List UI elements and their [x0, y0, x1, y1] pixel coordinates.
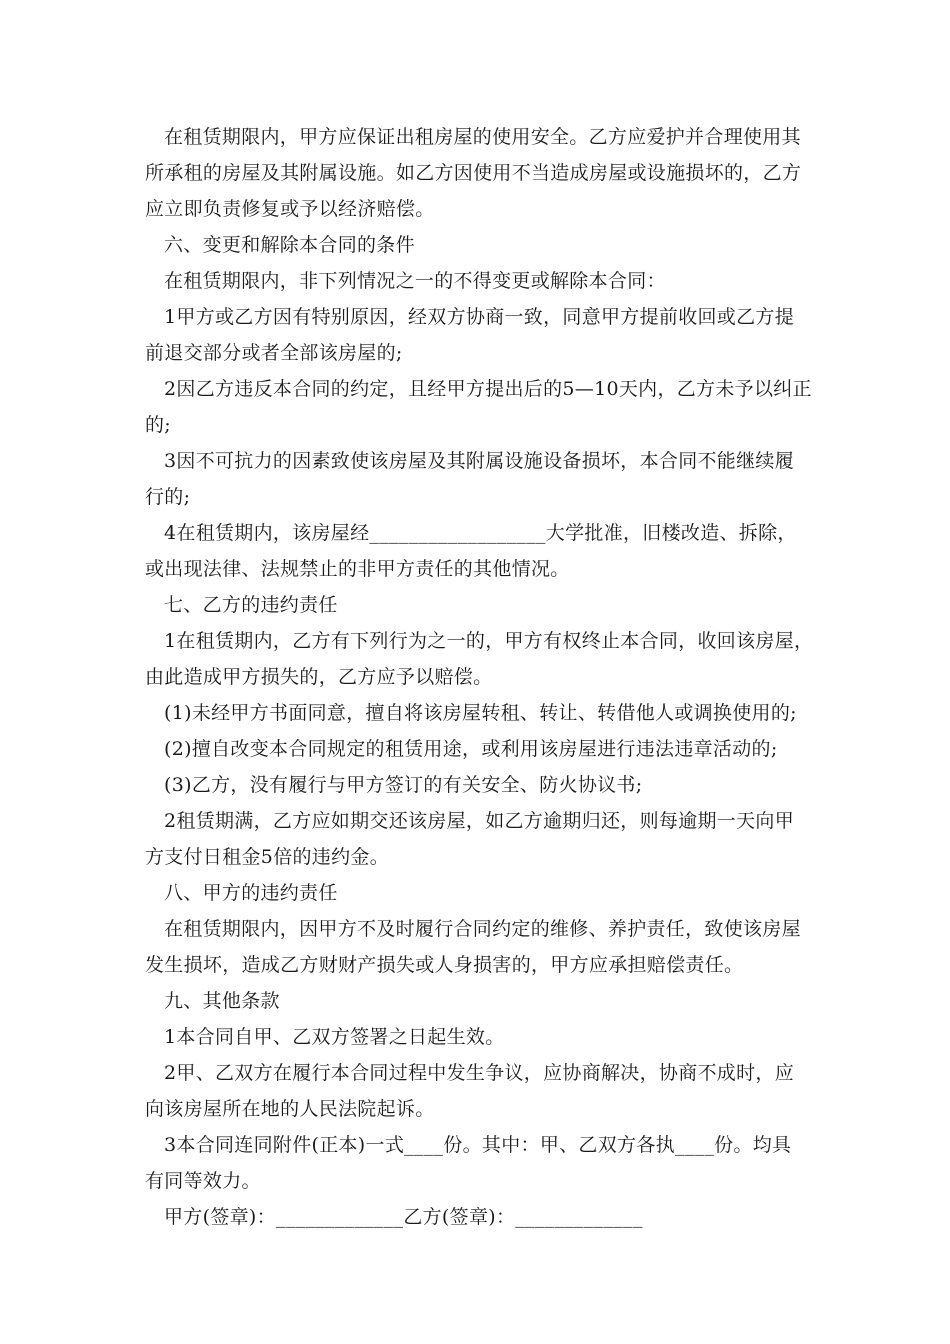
- paragraph-line: 1本合同自甲、乙双方签署之日起生效。: [164, 1026, 505, 1048]
- section-heading: 九、其他条款: [164, 990, 280, 1012]
- paragraph-line: 1在租赁期内，乙方有下列行为之一的，甲方有权终止本合同，收回该房屋，: [164, 630, 814, 652]
- paragraph-line: 向该房屋所在地的人民法院起诉。: [145, 1098, 435, 1120]
- paragraph-line: 发生损坏，造成乙方财财产损失或人身损害的，甲方应承担赔偿责任。: [145, 954, 744, 976]
- paragraph-line: 3因不可抗力的因素致使该房屋及其附属设施设备损坏，本合同不能继续履: [164, 450, 794, 472]
- paragraph-line: 所承租的房屋及其附属设施。如乙方因使用不当造成房屋或设施损坏的，乙方: [145, 162, 802, 184]
- paragraph-line: 应立即负责修复或予以经济赔偿。: [145, 198, 435, 220]
- paragraph-line: 2租赁期满，乙方应如期交还该房屋，如乙方逾期归还，则每逾期一天向甲: [164, 810, 794, 832]
- paragraph-line: 有同等效力。: [145, 1170, 261, 1192]
- paragraph-line: 在租赁期限内，因甲方不及时履行合同约定的维修、养护责任，致使该房屋: [164, 918, 801, 940]
- paragraph-line: 或出现法律、法规禁止的非甲方责任的其他情况。: [145, 558, 570, 580]
- paragraph-line: 前退交部分或者全部该房屋的;: [145, 342, 403, 364]
- paragraph-line: 1甲方或乙方因有特别原因，经双方协商一致，同意甲方提前收回或乙方提: [164, 306, 794, 328]
- paragraph-line: 行的;: [145, 486, 191, 508]
- paragraph-line: 3本合同连同附件(正本)一式____份。其中：甲、乙双方各执____份。均具: [164, 1134, 792, 1156]
- paragraph-line: (3)乙方，没有履行与甲方签订的有关安全、防火协议书;: [164, 774, 643, 796]
- paragraph-line: 在租赁期限内，甲方应保证出租房屋的使用安全。乙方应爱护并合理使用其: [164, 126, 801, 148]
- paragraph-line: (2)擅自改变本合同规定的租赁用途，或利用该房屋进行违法违章活动的;: [164, 738, 778, 760]
- paragraph-line: 在租赁期限内，非下列情况之一的不得变更或解除本合同：: [164, 270, 666, 292]
- paragraph-line: 由此造成甲方损失的，乙方应予以赔偿。: [145, 666, 493, 688]
- paragraph-line: 2甲、乙双方在履行本合同过程中发生争议，应协商解决，协商不成时，应: [164, 1062, 794, 1084]
- paragraph-line: 的;: [145, 414, 172, 436]
- section-heading: 八、甲方的违约责任: [164, 882, 338, 904]
- paragraph-line: 方支付日租金5倍的违约金。: [145, 846, 389, 868]
- section-heading: 七、乙方的违约责任: [164, 594, 338, 616]
- section-heading: 六、变更和解除本合同的条件: [164, 234, 415, 256]
- paragraph-line: (1)未经甲方书面同意，擅自将该房屋转租、转让、转借他人或调换使用的;: [164, 702, 797, 724]
- paragraph-line: 2因乙方违反本合同的约定，且经甲方提出后的5—10天内，乙方未予以纠正: [164, 378, 812, 400]
- paragraph-line: 4在租赁期内，该房屋经__________________大学批准，旧楼改造、拆除，: [164, 522, 797, 544]
- signature-line: 甲方(签章)：_____________乙方(签章)：_____________: [164, 1206, 643, 1228]
